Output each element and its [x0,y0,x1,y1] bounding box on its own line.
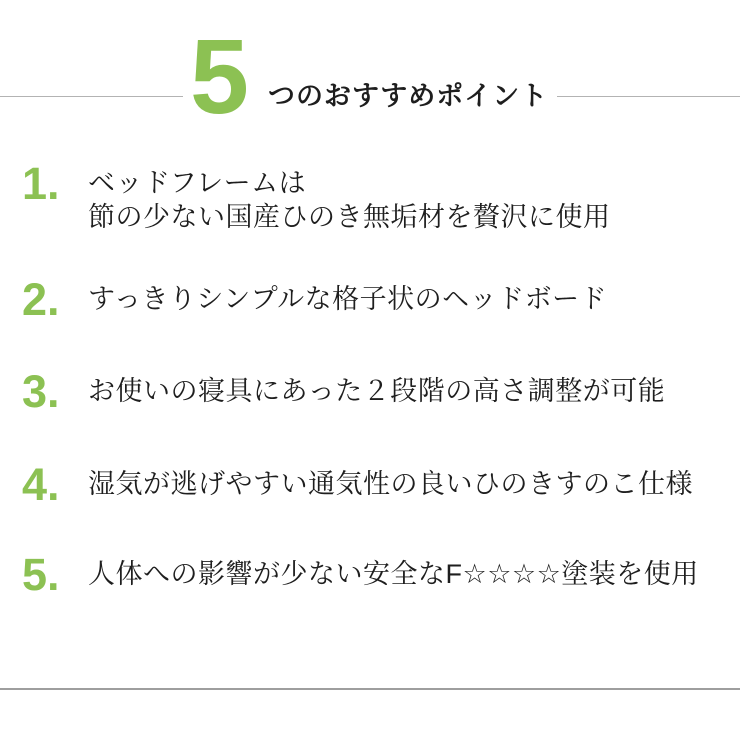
point-number: 5. [22,549,60,600]
header-rule-right [557,96,740,97]
point-text-line: すっきりシンプルな格子状のヘッドボード [88,284,608,314]
list-item [22,368,724,415]
point-text-line: 湿気が逃げやすい通気性の良いひのきすのこ仕様 [88,469,693,499]
point-number: 1. [22,158,60,209]
header-big-number: 5 [190,18,249,136]
point-text [88,276,607,316]
list-item [22,160,724,234]
list-item [22,276,724,323]
point-text-line: ベッドフレームは [88,168,307,198]
point-number: 3. [22,366,60,417]
point-number: 4. [22,459,60,510]
bottom-divider [0,688,740,690]
header-rule-left [0,96,183,97]
header [0,0,740,150]
page-title: つのおすすめポイント [268,81,549,111]
point-text [88,160,611,234]
point-text [88,368,665,408]
list-item [22,461,724,508]
list-item [22,551,724,598]
point-text-line: 人体への影響が少ない安全なF☆☆☆☆塗装を使用 [88,559,699,589]
point-text [88,551,699,591]
point-text [88,461,693,501]
point-text-line: お使いの寝具にあった２段階の高さ調整が可能 [88,376,666,406]
point-text-line: 節の少ない国産ひのき無垢材を贅沢に使用 [88,202,611,232]
point-number: 2. [22,274,60,325]
